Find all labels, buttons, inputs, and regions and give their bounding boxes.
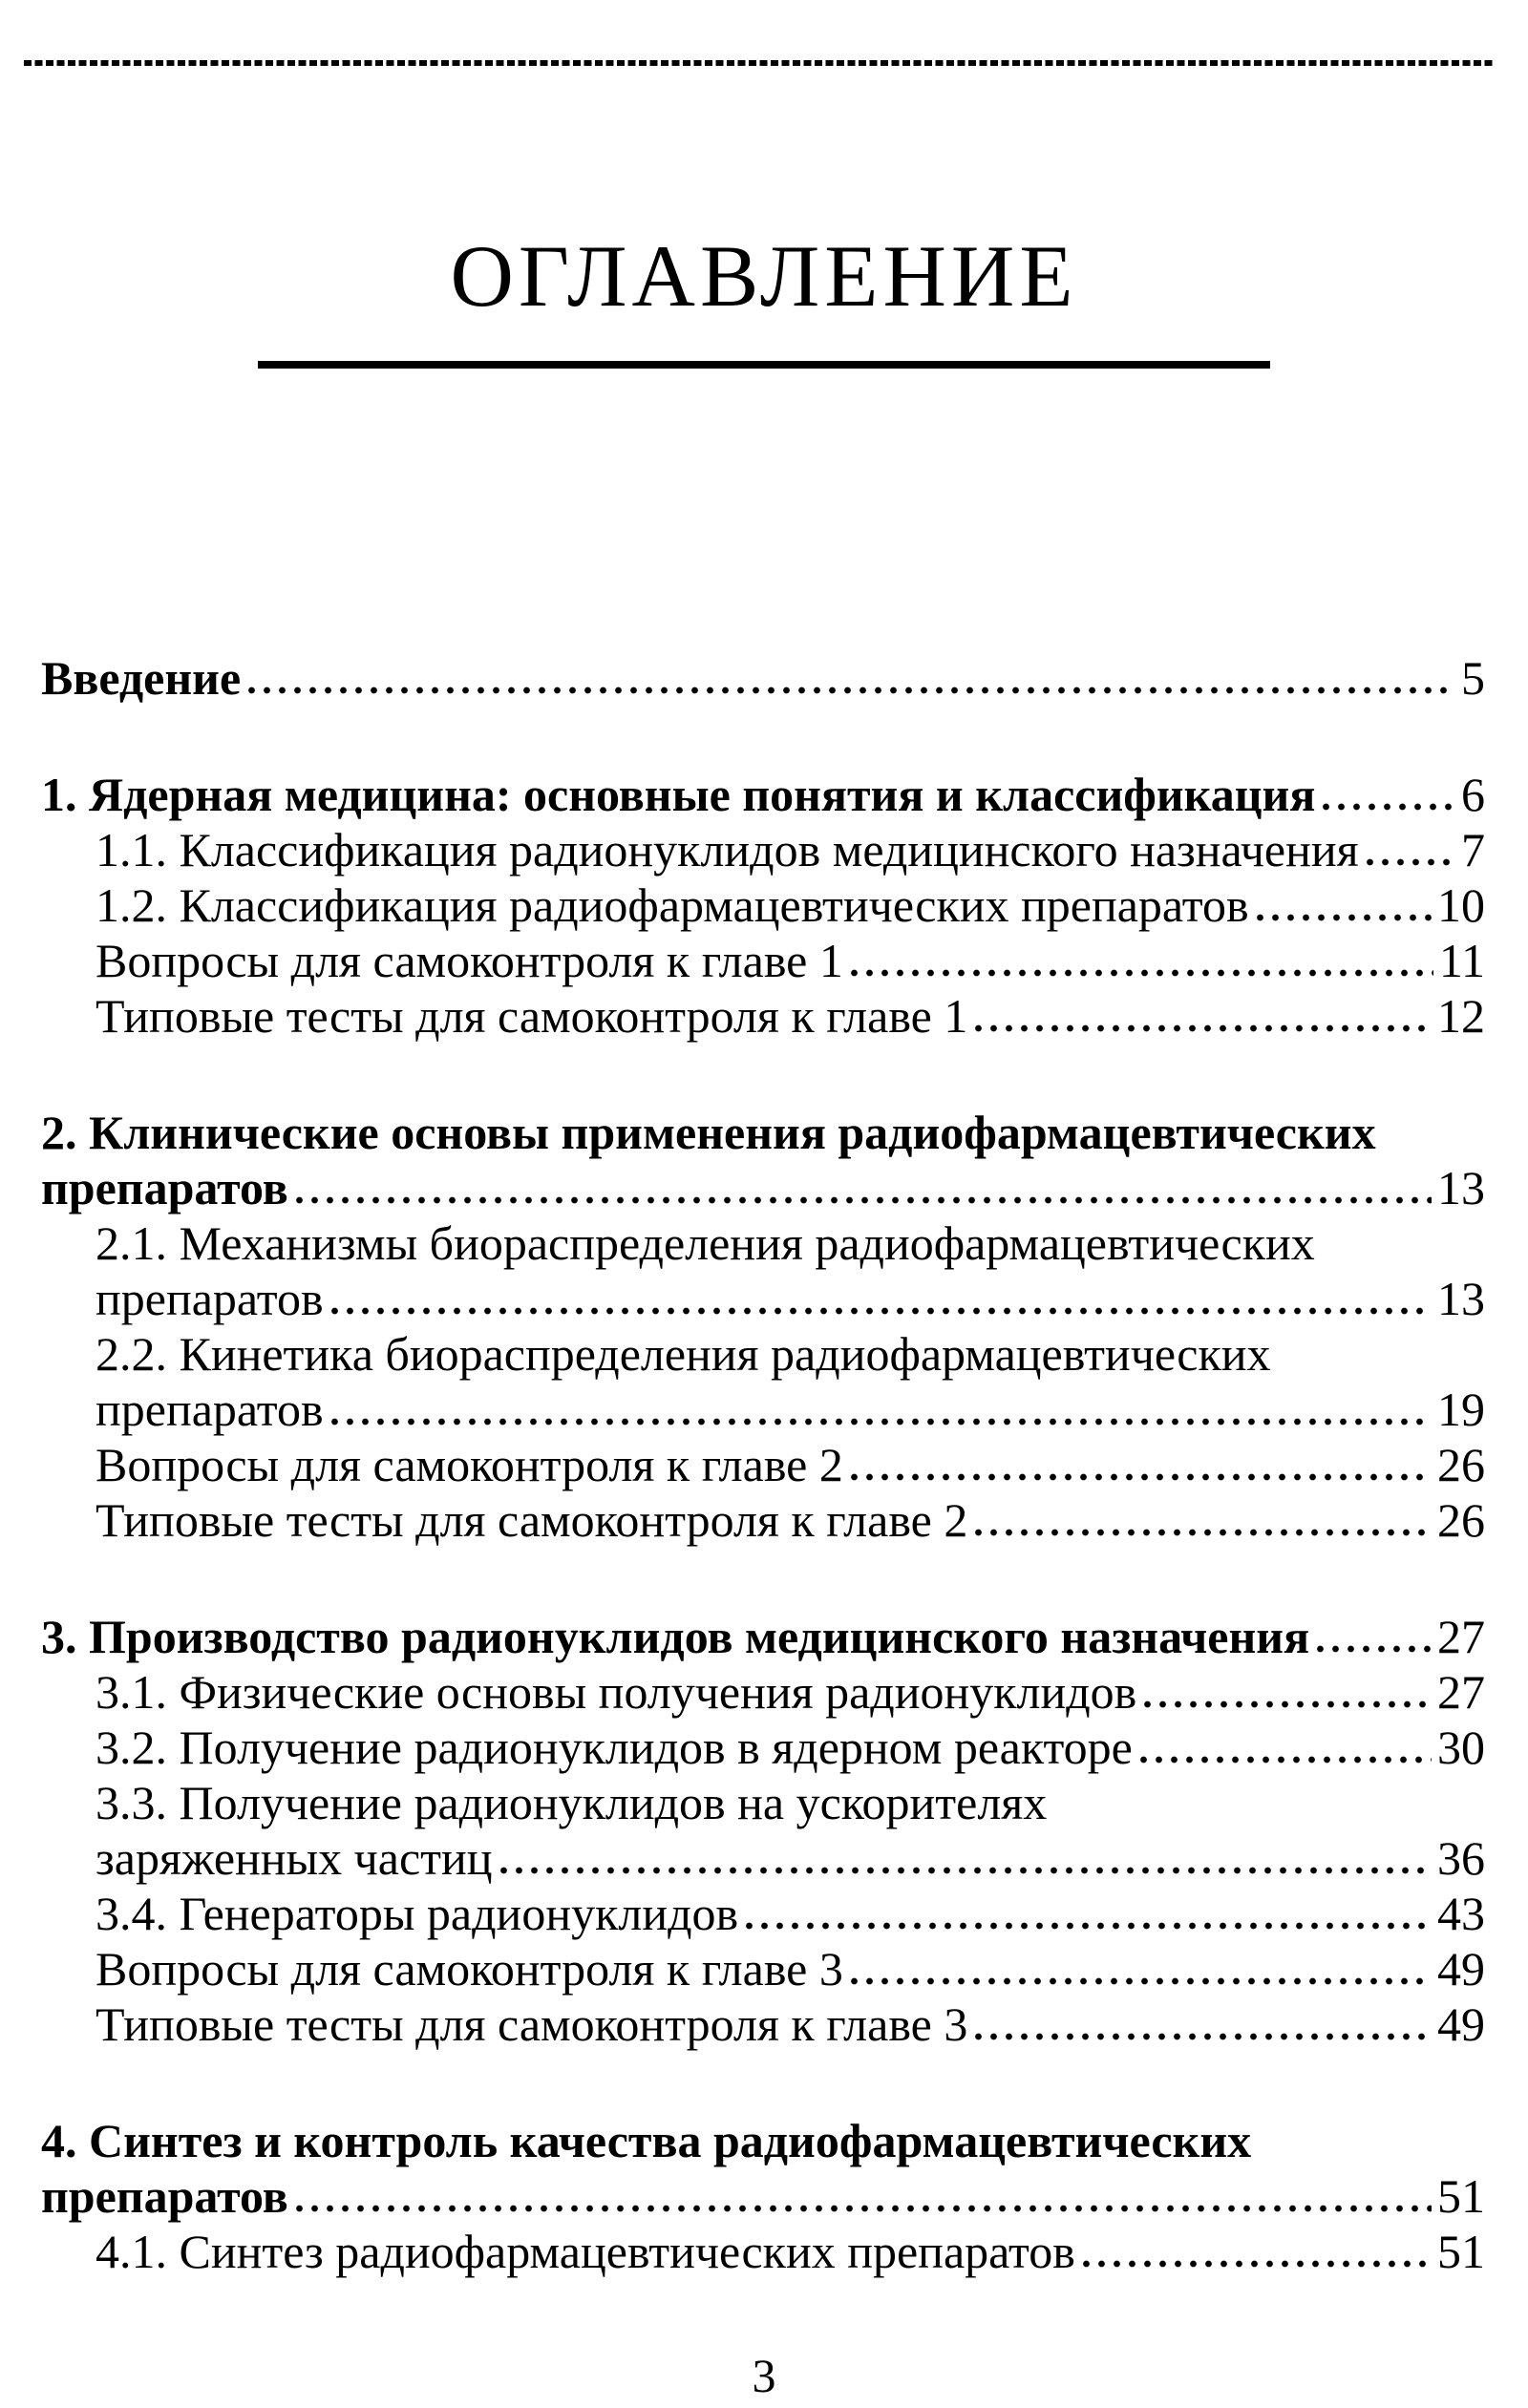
toc-row	[0, 1775, 1485, 1830]
toc-entry-label: 2.2. Кинетика биораспределения радиофармацевтических	[96, 1327, 1271, 1381]
toc-entry-label: 1.2. Классификация радиофармацевтических препаратов	[96, 878, 1249, 932]
toc-page-number: 27	[1437, 1610, 1485, 1663]
toc-entry-label: 3.4. Генераторы радионуклидов	[96, 1887, 739, 1940]
toc-row	[0, 1160, 1485, 1215]
dot-leader	[1367, 858, 1455, 866]
toc-row	[0, 1492, 1485, 1548]
toc-entry-label: Типовые тесты для самоконтроля к главе 1	[96, 989, 968, 1043]
dot-leader	[331, 1418, 1432, 1426]
toc-entry-label: Вопросы для самоконтроля к главе 1	[96, 934, 843, 987]
toc-page-number: 49	[1437, 1942, 1485, 1996]
toc-row	[0, 767, 1485, 822]
toc-page-number: 5	[1461, 651, 1485, 705]
dot-leader	[975, 2033, 1432, 2040]
title-underline-rule	[258, 361, 1270, 369]
toc-block	[0, 2113, 1485, 2279]
toc-entry-label: Типовые тесты для самоконтроля к главе 2	[96, 1493, 968, 1547]
toc-entry-label: препаратов	[41, 2169, 288, 2223]
toc-row	[0, 1271, 1485, 1326]
toc-entry-label: Введение	[41, 651, 242, 705]
toc-page-number: 26	[1437, 1493, 1485, 1547]
toc-entry-label: Типовые тесты для самоконтроля к главе 3	[96, 1997, 968, 2051]
toc-row	[0, 1830, 1485, 1886]
toc-entry-label: 1.1. Классификация радионуклидов медицинского назначения	[96, 823, 1359, 877]
dot-leader	[851, 1473, 1432, 1481]
toc-entry-label: 3. Производство радионуклидов медицинского назначения	[41, 1610, 1310, 1663]
toc-page-number: 12	[1437, 989, 1485, 1043]
dot-leader	[746, 1922, 1432, 1930]
dot-leader	[248, 686, 1455, 694]
toc-page-number: 19	[1437, 1383, 1485, 1436]
toc-page-number: 26	[1437, 1438, 1485, 1491]
toc-row	[0, 1720, 1485, 1775]
toc-page-number: 43	[1437, 1887, 1485, 1940]
dot-leader	[296, 1196, 1432, 1204]
toc-entry-label: препаратов	[96, 1383, 324, 1436]
toc-page-number: 51	[1437, 2169, 1485, 2223]
toc-page-number: 6	[1461, 768, 1485, 821]
toc-page-number: 27	[1437, 1665, 1485, 1719]
toc-row	[0, 1326, 1485, 1382]
footer-page-number: 3	[752, 2349, 776, 2402]
toc-entry-label: 3.1. Физические основы получения радионуклидов	[96, 1665, 1137, 1719]
dot-leader	[975, 1024, 1432, 1032]
dot-leader	[1323, 803, 1455, 811]
toc-entry-label: заряженных частиц	[96, 1831, 493, 1885]
toc-page-number: 7	[1461, 823, 1485, 877]
toc-entry-label: 4.1. Синтез радиофармацевтических препаратов	[96, 2225, 1075, 2278]
toc-block	[0, 1609, 1485, 2052]
dot-leader	[851, 969, 1433, 977]
top-dashed-divider	[24, 60, 1495, 66]
toc-entry-label: 2. Клинические основы применения радиофармацевтических	[41, 1106, 1376, 1159]
dot-leader	[851, 1977, 1432, 1985]
toc-entry-label: препаратов	[41, 1161, 288, 1215]
toc-row	[0, 1215, 1485, 1271]
toc-block	[0, 1105, 1485, 1548]
toc-row	[0, 2224, 1485, 2279]
dot-leader	[331, 1307, 1432, 1315]
toc-row	[0, 2168, 1485, 2224]
toc-entry-label: Вопросы для самоконтроля к главе 2	[96, 1438, 843, 1491]
toc-page-number: 30	[1437, 1721, 1485, 1774]
toc-entry-label: препаратов	[96, 1272, 324, 1325]
toc-row	[0, 822, 1485, 877]
toc-row	[0, 1105, 1485, 1160]
toc-row	[0, 1664, 1485, 1720]
toc-page-number: 10	[1437, 878, 1485, 932]
toc-block	[0, 650, 1485, 706]
toc-row	[0, 650, 1485, 706]
toc-entry-label: 1. Ядерная медицина: основные понятия и классификация	[41, 768, 1316, 821]
toc-page-number: 13	[1437, 1272, 1485, 1325]
toc-entry-label: 3.2. Получение радионуклидов в ядерном реакторе	[96, 1721, 1133, 1774]
dot-leader	[296, 2205, 1432, 2212]
toc-row	[0, 2113, 1485, 2168]
dot-leader	[1140, 1756, 1432, 1764]
toc-entry-label: 4. Синтез и контроль качества радиофармацевтических	[41, 2114, 1252, 2167]
toc-row	[0, 1609, 1485, 1664]
page-title: ОГЛАВЛЕНИЕ	[450, 227, 1078, 325]
toc-page-number: 11	[1438, 934, 1485, 987]
dot-leader	[500, 1867, 1432, 1874]
toc-entry-label: Вопросы для самоконтроля к главе 3	[96, 1942, 843, 1996]
toc	[0, 650, 1485, 2279]
toc-row	[0, 1437, 1485, 1492]
toc-entry-label: 2.1. Механизмы биораспределения радиофармацевтических	[96, 1216, 1315, 1270]
toc-row	[0, 1382, 1485, 1437]
toc-row	[0, 933, 1485, 988]
toc-row	[0, 1996, 1485, 2052]
toc-row	[0, 1886, 1485, 1941]
toc-page-number: 36	[1437, 1831, 1485, 1885]
toc-row	[0, 877, 1485, 933]
dot-leader	[1083, 2260, 1432, 2268]
toc-block	[0, 767, 1485, 1044]
toc-row	[0, 988, 1485, 1044]
toc-page-number: 49	[1437, 1997, 1485, 2051]
dot-leader	[1144, 1700, 1432, 1708]
dot-leader	[1317, 1645, 1432, 1653]
toc-entry-label: 3.3. Получение радионуклидов на ускорителях	[96, 1776, 1048, 1829]
toc-row	[0, 1941, 1485, 1996]
page-footer	[0, 2348, 1528, 2403]
dot-leader	[975, 1529, 1432, 1536]
dot-leader	[1257, 914, 1432, 921]
toc-page-number: 51	[1437, 2225, 1485, 2278]
toc-page-number: 13	[1437, 1161, 1485, 1215]
